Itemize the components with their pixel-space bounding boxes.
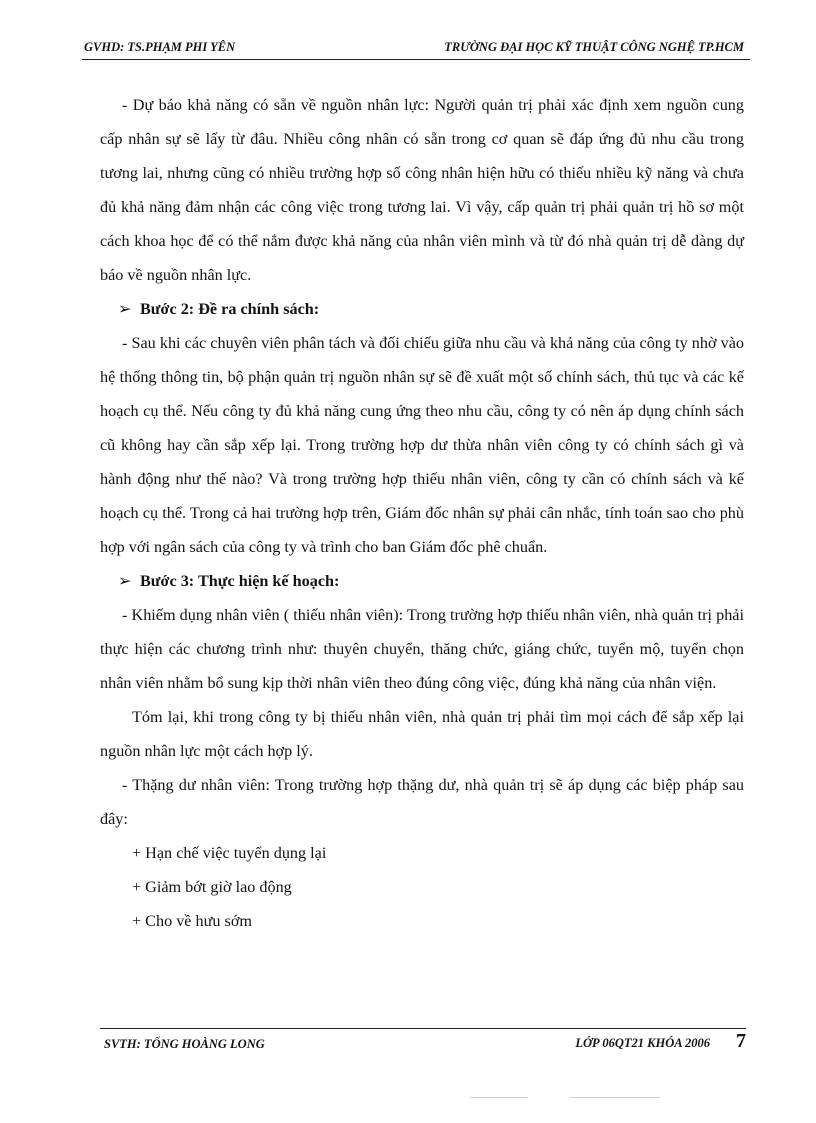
page-number: 7 — [736, 1030, 746, 1052]
list-item: + Hạn chế việc tuyển dụng lại — [132, 844, 327, 862]
step-3-label: Bước 3: Thực hiện kế hoạch: — [140, 572, 340, 590]
paragraph-forecast: - Dự báo khả năng có sẵn về nguồn nhân lực: Người quản trị phải xác định xem nguồn cung cấp nhân sự sẽ lấy từ đâu. Nhiều công nhân có sẵn trong cơ quan sẽ đáp ứng đủ nhu cầu trong tương lai, nhưng cũng có nhiều trường hợp số công nhân hiện hữu có thiếu nhiều kỹ năng và chưa đủ khả năng đảm nhận các công việc trong tương lai. Vì vậy, cấp quản trị phải quản trị hồ sơ một cách khoa học để có thể nắm được khả năng của nhân viên mình và từ đó nhà quản trị dễ dàng dự báo về nguồn nhân lực. — [100, 96, 744, 284]
scan-artifact — [470, 1097, 528, 1098]
page-footer — [100, 1028, 746, 1058]
page-body — [100, 88, 744, 938]
footer-rule — [100, 1028, 746, 1029]
list-item: + Giảm bớt giờ lao động — [132, 878, 292, 896]
paragraph-surplus: - Thặng dư nhân viên: Trong trường hợp thặng dư, nhà quản trị sẽ áp dụng các biệp pháp sau đây: — [100, 776, 744, 828]
step-2-label: Bước 2: Đề ra chính sách: — [140, 300, 320, 318]
arrow-bullet-icon: ➢ — [118, 300, 132, 318]
arrow-bullet-icon: ➢ — [118, 572, 132, 590]
header-rule — [82, 59, 750, 60]
paragraph-policy: - Sau khi các chuyên viên phân tách và đối chiếu giữa nhu cầu và khả năng của công ty nhờ vào hệ thống thông tin, bộ phận quản trị nguồn nhân sự sẽ đề xuất một số chính sách, thủ tục và các kế hoạch cụ thể. Nếu công ty đủ khả năng cung ứng theo nhu cầu, công ty có nên áp dụng chính sách cũ không hay cần sắp xếp lại. Trong trường hợp dư thừa nhân viên công ty có chính sách gì và hành động như thế nào? Và trong trường hợp thiếu nhân viên, công ty cần có chính sách và kế hoạch cụ thể. Trong cả hai trường hợp trên, Giám đốc nhân sự phải cân nhắc, tính toán sao cho phù hợp với ngân sách của công ty và trình cho ban Giám đốc phê chuẩn. — [100, 334, 744, 556]
scan-artifact — [570, 1097, 660, 1098]
paragraph-summary: Tóm lại, khi trong công ty bị thiếu nhân viên, nhà quản trị phải tìm mọi cách để sắp xếp lại nguồn nhân lực một cách hợp lý. — [100, 708, 744, 760]
footer-student: SVTH: TỐNG HOÀNG LONG — [104, 1037, 265, 1051]
step-2-heading — [100, 292, 744, 326]
header-university: TRƯỜNG ĐẠI HỌC KỸ THUẬT CÔNG NGHỆ TP.HCM — [444, 40, 744, 54]
header-advisor: GVHD: TS.PHẠM PHI YÊN — [84, 40, 236, 54]
paragraph-shortage: - Khiếm dụng nhân viên ( thiếu nhân viên): Trong trường hợp thiếu nhân viên, nhà quản trị phải thực hiện các chương trình như: thuyên chuyển, thăng chức, giáng chức, tuyển mộ, tuyển chọn nhân viên nhằm bổ sung kịp thời nhân viên theo đúng công việc, đúng khả năng của nhân viện. — [100, 606, 744, 692]
page-header — [82, 34, 750, 60]
list-item: + Cho về hưu sớm — [132, 912, 252, 930]
footer-class: LỚP 06QT21 KHÓA 2006 — [575, 1036, 710, 1050]
step-3-heading — [100, 564, 744, 598]
